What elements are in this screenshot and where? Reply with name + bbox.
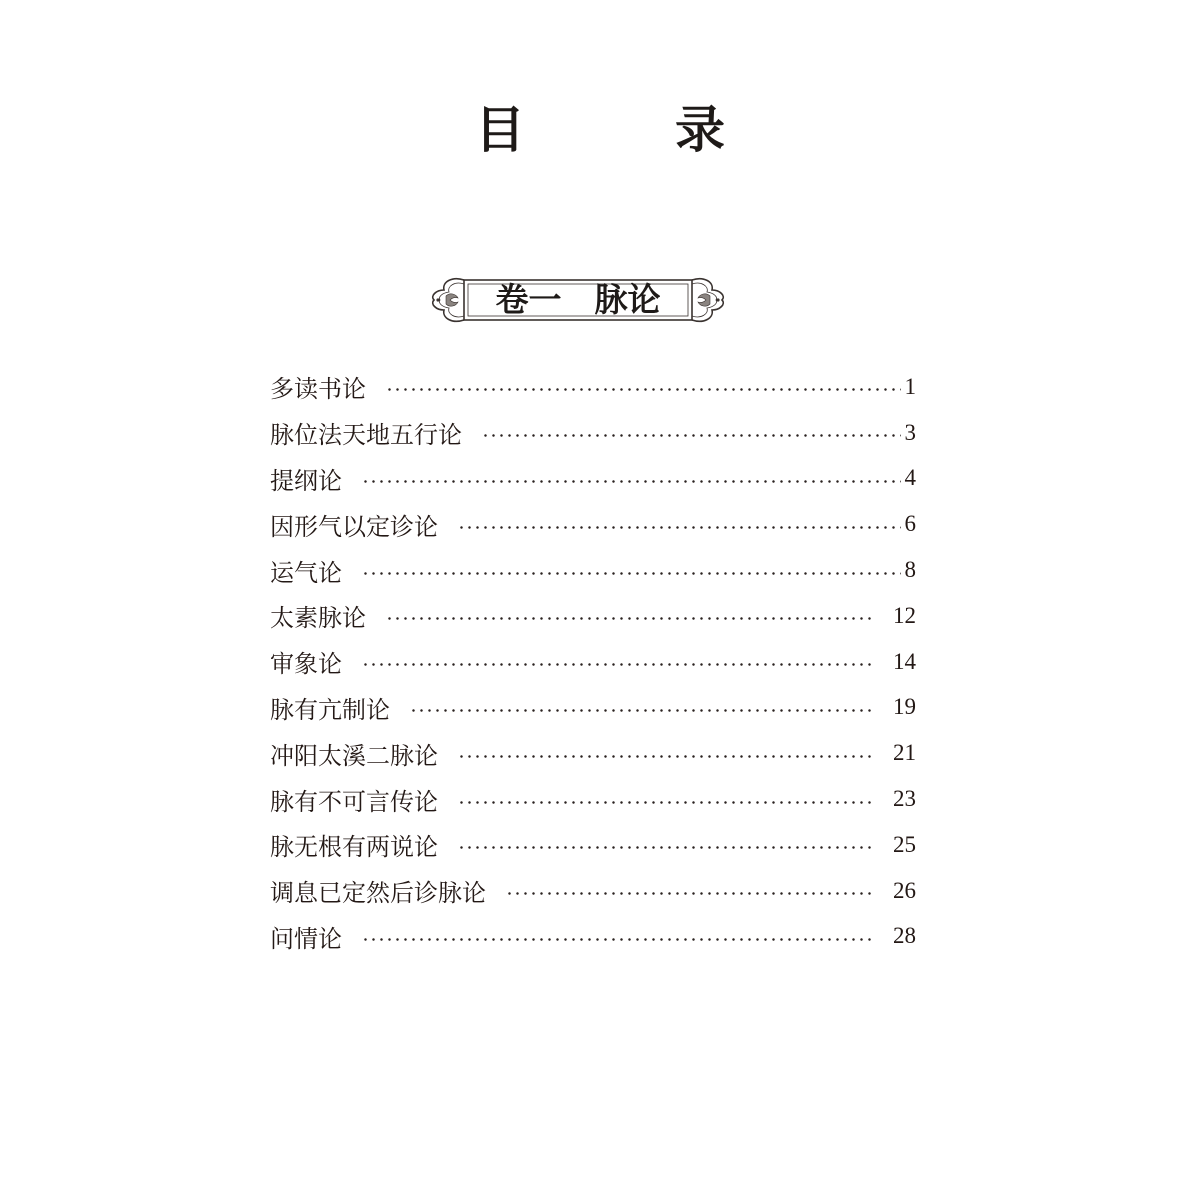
dot-leader [364, 938, 871, 941]
toc-entry-page: 1 [904, 373, 916, 399]
toc-entry-page: 19 [893, 694, 916, 720]
toc-entry-label: 问情论 [270, 924, 342, 953]
toc-entry[interactable] [270, 685, 916, 731]
toc-entry-label: 太素脉论 [270, 604, 366, 633]
toc-entry-page: 12 [893, 602, 916, 628]
toc-entry-page: 6 [904, 511, 916, 537]
toc-entry-page: 28 [893, 923, 916, 949]
toc-entry-label: 脉有亢制论 [270, 695, 390, 724]
dot-leader [388, 388, 901, 391]
page-title: 目 录 [475, 101, 775, 159]
toc-entry-page: 3 [904, 419, 916, 445]
toc-entry[interactable] [270, 868, 916, 914]
toc-entry-page: 8 [904, 557, 916, 583]
dot-leader [484, 434, 901, 437]
left-ornament-icon [433, 279, 464, 322]
dot-leader [364, 480, 901, 483]
toc-entry-label: 调息已定然后诊脉论 [270, 879, 486, 908]
dot-leader [460, 801, 871, 804]
toc-entry[interactable] [270, 730, 916, 776]
toc-list [270, 364, 916, 959]
toc-entry-label: 提纲论 [270, 466, 342, 495]
section-banner [428, 272, 728, 328]
toc-entry-page: 23 [893, 786, 916, 812]
toc-entry-label: 运气论 [270, 558, 342, 587]
toc-entry-label: 冲阳太溪二脉论 [270, 741, 438, 770]
right-ornament-icon [692, 279, 723, 322]
toc-entry-page: 14 [893, 648, 916, 674]
dot-leader [388, 617, 871, 620]
toc-entry-label: 多读书论 [270, 375, 366, 404]
toc-entry-page: 4 [904, 465, 916, 491]
toc-entry[interactable] [270, 364, 916, 410]
dot-leader [364, 663, 871, 666]
toc-entry-label: 脉有不可言传论 [270, 787, 438, 816]
toc-entry[interactable] [270, 410, 916, 456]
toc-entry-page: 25 [893, 831, 916, 857]
toc-entry-label: 审象论 [270, 650, 342, 679]
section-title: 卷一 脉论 [495, 280, 661, 319]
toc-entry-page: 26 [893, 877, 916, 903]
toc-entry[interactable] [270, 593, 916, 639]
dot-leader [460, 755, 871, 758]
toc-entry-label: 因形气以定诊论 [270, 512, 438, 541]
dot-leader [508, 892, 871, 895]
toc-entry[interactable] [270, 639, 916, 685]
toc-entry-label: 脉位法天地五行论 [270, 421, 462, 450]
toc-entry-page: 21 [893, 740, 916, 766]
dot-leader [364, 572, 901, 575]
toc-entry[interactable] [270, 501, 916, 547]
toc-entry[interactable] [270, 822, 916, 868]
toc-entry-label: 脉无根有两说论 [270, 833, 438, 862]
toc-entry[interactable] [270, 914, 916, 960]
toc-entry[interactable] [270, 456, 916, 502]
toc-entry[interactable] [270, 547, 916, 593]
dot-leader [460, 846, 871, 849]
toc-entry[interactable] [270, 776, 916, 822]
dot-leader [460, 526, 901, 529]
dot-leader [412, 709, 871, 712]
